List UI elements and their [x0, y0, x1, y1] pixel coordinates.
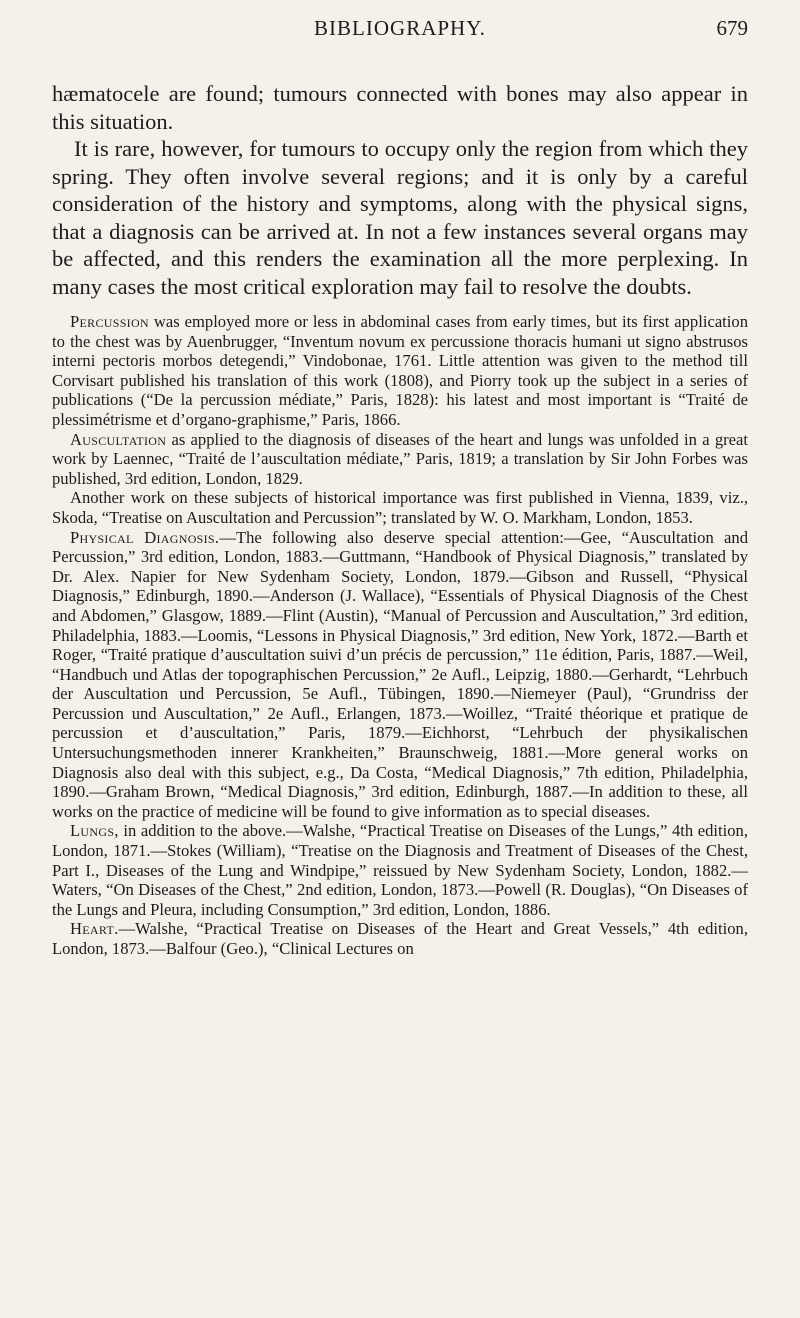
paragraph-continuation: hæmatocele are found; tumours connected with bones may also appear in this situation.	[52, 81, 748, 134]
bib-skoda	[52, 488, 748, 527]
bib-text: was employed more or less in abdominal cases from early times, but its first application to the chest was by Auenbrugger, “Inventum novum ex percussione thoracis humani ut signo abstrusos interni pectoris morbos detegendi,” Vindobonae, 1761. Little attention was given to the method till Corvisart published his translation of this work (1808), and Piorry took up the subject in a series of publications (“De la percussion médiate,” Paris, 1828): his latest and most important is “Traité de plessimétrisme et d’organo-graphisme,” Paris, 1866.	[52, 312, 748, 429]
bib-lead: Heart.	[70, 919, 119, 939]
bib-lead: Lungs,	[70, 821, 119, 841]
running-title: BIBLIOGRAPHY.	[314, 16, 486, 40]
bib-percussion	[52, 312, 748, 430]
bibliography-notes	[52, 312, 748, 959]
bib-heart	[52, 919, 748, 958]
paragraph-tumours: It is rare, however, for tumours to occupy only the region from which they spring. They often involve several regions; and it is only by a careful consideration of the history and symptoms, along with the physical signs, that a diagnosis can be arrived at. In not a few instances several organs may be affected, and this renders the examination all the more perplexing. In many cases the most critical exploration may fail to resolve the doubts.	[52, 136, 748, 299]
bib-lead: Physical Diagnosis.	[70, 527, 220, 547]
bib-text: Another work on these subjects of historical importance was first published in Vienna, 1839, viz., Skoda, “Treatise on Auscultation and Percussion”; translated by W. O. Markham, London, 1853.	[52, 488, 748, 527]
bib-lead: Percussion	[70, 312, 149, 331]
bib-text: —The following also deserve special attention:—Gee, “Auscultation and Percussion,” 3rd edition, London, 1883.—Guttmann, “Handbook of Physical Diagnosis,” translated by Dr. Alex. Napier for New Sydenham Society, London, 1879.—Gibson and Russell, “Physical Diagnosis,” Edinburgh, 1890.—Anderson (J. Wallace), “Essentials of Physical Diagnosis of the Chest and Abdomen,” Glasgow, 1889.—Flint (Austin), “Manual of Percussion and Auscultation,” 3rd edition, Philadelphia, 1883.—Loomis, “Lessons in Physical Diagnosis,” 3rd edition, New York, 1872.—Barth et Roger, “Traité pratique d’auscultation suivi d’un précis de percussion,” 11e édition, Paris, 1887.—Weil, “Handbuch und Atlas der topographischen Percussion,” 2e Aufl., Leipzig, 1880.—Gerhardt, “Lehrbuch der Auscultation und Percussion, 5e Aufl., Tübingen, 1890.—Niemeyer (Paul), “Grundriss der Percussion und Auscultation,” 2e Aufl., Erlangen, 1873.—Woillez, “Traité théorique et pratique de percussion et d’auscultation,” Paris, 1879.—Eichhorst, “Lehrbuch der physikalischen Untersuchungsmethoden innerer Krankheiten,” Braunschweig, 1881.—More general works on Diagnosis also deal with this subject, e.g., Da Costa, “Medical Diagnosis,” 7th edition, Philadelphia, 1890.—Graham Brown, “Medical Diagnosis,” 3rd edition, Edinburgh, 1887.—In addition to these, all works on the practice of medicine will be found to give information as to special diseases.	[52, 527, 748, 821]
running-head	[52, 16, 748, 44]
bib-text: as applied to the diagnosis of diseases of the heart and lungs was unfolded in a great work by Laennec, “Traité de l’auscultation médiate,” Paris, 1819; a translation by Sir John Forbes was published, 3rd edition, London, 1829.	[52, 429, 748, 488]
bib-lead: Auscultation	[70, 429, 167, 449]
main-text	[52, 80, 748, 300]
body-text	[52, 80, 748, 959]
bib-lungs	[52, 821, 748, 919]
bib-physical-diagnosis	[52, 528, 748, 822]
bib-auscultation	[52, 430, 748, 489]
page-number: 679	[716, 16, 748, 40]
bib-text: —Walshe, “Practical Treatise on Diseases of the Heart and Great Vessels,” 4th edition, London, 1873.—Balfour (Geo.), “Clinical Lectures on	[52, 919, 748, 958]
bib-text: in addition to the above.—Walshe, “Practical Treatise on Diseases of the Lungs,” 4th edition, London, 1871.—Stokes (William), “Treatise on the Diagnosis and Treatment of Diseases of the Chest, Part I., Diseases of the Lung and Windpipe,” reissued by New Sydenham Society, London, 1882.—Waters, “On Diseases of the Chest,” 2nd edition, London, 1873.—Powell (R. Douglas), “On Diseases of the Lungs and Pleura, including Consumption,” 3rd edition, London, 1886.	[52, 821, 748, 919]
